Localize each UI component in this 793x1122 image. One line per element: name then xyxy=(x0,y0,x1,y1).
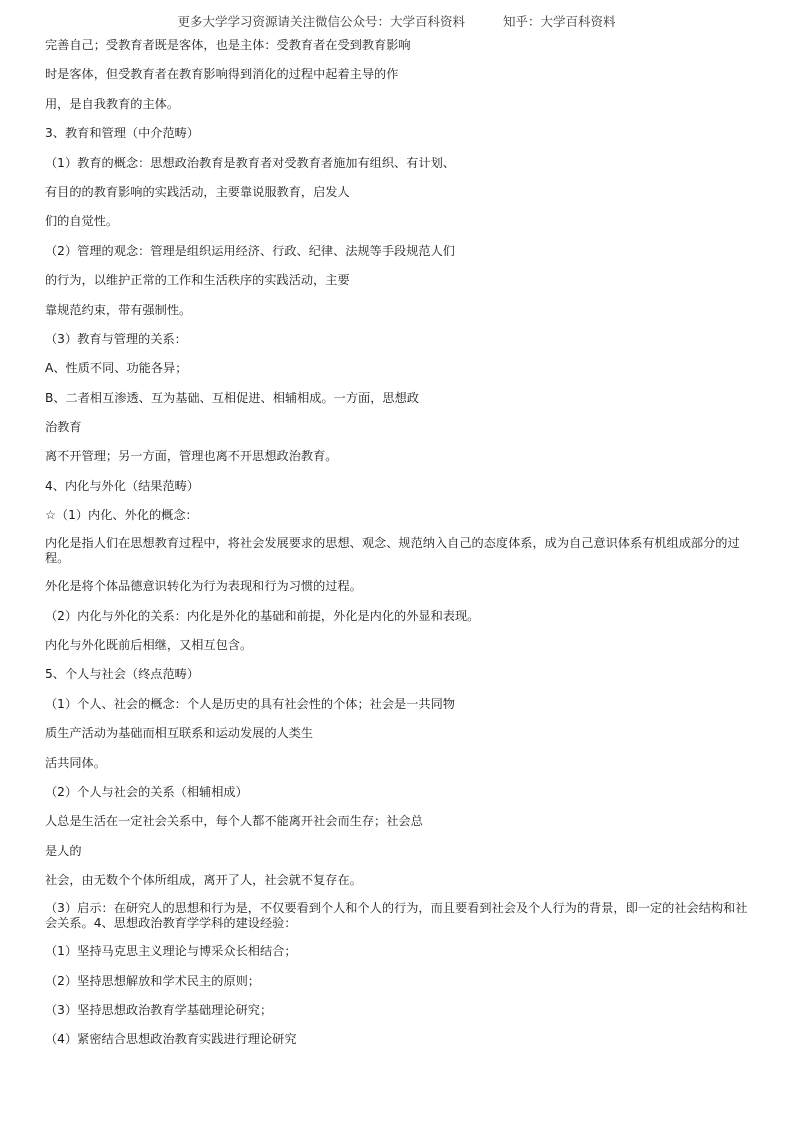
text-line: 社会，由无数个个体所组成，离开了人，社会就不复存在。 xyxy=(45,873,362,888)
text-line: 治教育 xyxy=(45,420,82,435)
text-line: （1）个人、社会的概念：个人是历史的具有社会性的个体；社会是一共同物 xyxy=(45,696,455,711)
text-line: A、性质不同、功能各异； xyxy=(45,361,188,376)
text-paragraph: 内化是指人们在思想教育过程中，将社会发展要求的思想、观念、规范纳入自己的态度体系，成为自己意识体系有机组成部分的过程。 xyxy=(45,535,740,565)
text-line: 外化是将个体品德意识转化为行为表现和行为习惯的过程。 xyxy=(45,579,362,594)
page-header xyxy=(0,12,793,30)
text-line: 们的自觉性。 xyxy=(45,214,119,229)
text-line: 靠规范约束，带有强制性。 xyxy=(45,302,192,317)
text-paragraph: （3）启示：在研究人的思想和行为是，不仅要看到个人和个人的行为，而且要看到社会及个人行为的背景，即一定的社会结构和社会关系。4、思想政治教育学学科的建设经验： xyxy=(45,900,748,930)
text-line: 的行为，以维护正常的工作和生活秩序的实践活动，主要 xyxy=(45,273,350,288)
text-line: （1）坚持马克思主义理论与博采众长相结合； xyxy=(45,944,297,959)
document-body xyxy=(45,36,750,1060)
text-line: （2）个人与社会的关系（相辅相成） xyxy=(45,784,248,799)
header-right-text: 知乎：大学百科资料 xyxy=(503,14,616,29)
text-line: 时是客体，但受教育者在教育影响得到消化的过程中起着主导的作 xyxy=(45,67,399,82)
text-line: 质生产活动为基础而相互联系和运动发展的人类生 xyxy=(45,726,314,741)
text-line: 活共同体。 xyxy=(45,755,106,770)
text-line: 用，是自我教育的主体。 xyxy=(45,96,180,111)
text-line: 3、教育和管理（中介范畴） xyxy=(45,126,200,141)
text-line: 是人的 xyxy=(45,843,82,858)
text-line: 内化与外化既前后相继，又相互包含。 xyxy=(45,638,253,653)
text-line: （3）教育与管理的关系： xyxy=(45,331,187,346)
text-line: 完善自己；受教育者既是客体，也是主体：受教育者在受到教育影响 xyxy=(45,38,411,52)
text-line: 5、个人与社会（终点范畴） xyxy=(45,667,200,682)
text-line: （2）管理的观念：管理是组织运用经济、行政、纪律、法规等手段规范人们 xyxy=(45,243,455,258)
text-line: 4、内化与外化（结果范畴） xyxy=(45,478,200,493)
text-line: ☆（1）内化、外化的概念： xyxy=(45,508,198,523)
text-line: （2）坚持思想解放和学术民主的原则； xyxy=(45,973,260,988)
text-line: 离不开管理；另一方面，管理也离不开思想政治教育。 xyxy=(45,449,338,464)
text-line: 有目的的教育影响的实践活动，主要靠说服教育，启发人 xyxy=(45,184,350,199)
text-line: （1）教育的概念：思想政治教育是教育者对受教育者施加有组织、有计划、 xyxy=(45,155,455,170)
text-line: （3）坚持思想政治教育学基础理论研究； xyxy=(45,1002,273,1017)
text-line: （4）紧密结合思想政治教育实践进行理论研究 xyxy=(45,1032,297,1047)
text-line: 人总是生活在一定社会关系中，每个人都不能离开社会而生存；社会总 xyxy=(45,814,423,829)
text-line: （2）内化与外化的关系：内化是外化的基础和前提，外化是内化的外显和表现。 xyxy=(45,608,480,623)
header-left-text: 更多大学学习资源请关注微信公众号：大学百科资料 xyxy=(177,14,465,29)
text-line: B、二者相互渗透、互为基础、互相促进、相辅相成。一方面，思想政 xyxy=(45,390,419,405)
